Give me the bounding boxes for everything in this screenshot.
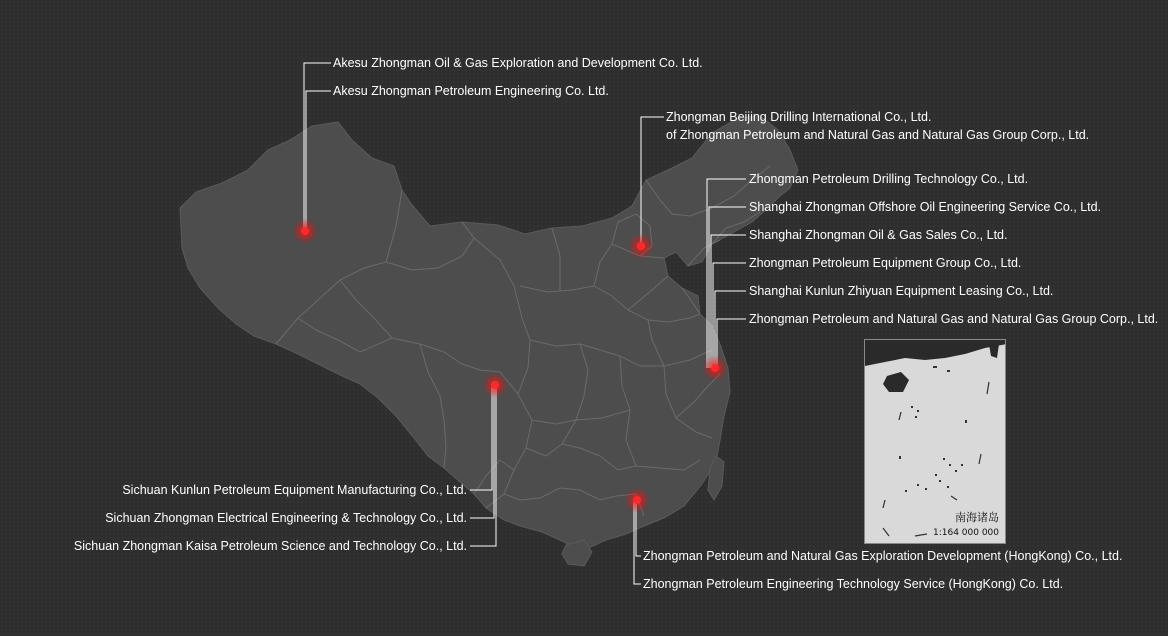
- south-china-sea-inset: [864, 339, 1006, 544]
- label-shanghai-sales: Shanghai Zhongman Oil & Gas Sales Co., Ltd.: [749, 228, 1008, 242]
- inset-title: 南海诸岛: [955, 511, 999, 524]
- label-shanghai-group: Zhongman Petroleum and Natural Gas and Natural Gas Group Corp., Ltd.: [749, 312, 1159, 326]
- label-beijing-drilling: Zhongman Beijing Drilling International Co., Ltd.: [666, 110, 932, 124]
- label-shanghai-equipment: Zhongman Petroleum Equipment Group Co., Ltd.: [749, 256, 1022, 270]
- label-shanghai-offshore: Shanghai Zhongman Offshore Oil Engineering Service Co., Ltd.: [749, 200, 1102, 214]
- label-sichuan-electrical: Sichuan Zhongman Electrical Engineering & Technology Co., Ltd.: [105, 511, 467, 525]
- label-shanghai-leasing: Shanghai Kunlun Zhiyuan Equipment Leasing Co., Ltd.: [749, 284, 1054, 298]
- label-sichuan-kunlun: Sichuan Kunlun Petroleum Equipment Manufacturing Co., Ltd.: [122, 483, 467, 497]
- label-akesu-oil-gas: Akesu Zhongman Oil & Gas Exploration and Development Co. Ltd.: [333, 56, 703, 70]
- inset-scale: 1:164 000 000: [932, 528, 999, 538]
- label-shanghai-drilling-tech: Zhongman Petroleum Drilling Technology Co., Ltd.: [749, 172, 1029, 186]
- label-hk-engineering: Zhongman Petroleum Engineering Technology Service (HongKong) Co. Ltd.: [643, 577, 1064, 591]
- label-beijing-drilling-sub: of Zhongman Petroleum and Natural Gas and Natural Gas Group Corp., Ltd.: [666, 128, 1090, 142]
- label-akesu-engineering: Akesu Zhongman Petroleum Engineering Co. Ltd.: [333, 84, 609, 98]
- label-sichuan-kaisa: Sichuan Zhongman Kaisa Petroleum Science and Technology Co., Ltd.: [73, 539, 467, 553]
- label-hk-exploration: Zhongman Petroleum and Natural Gas Exploration Development (HongKong) Co., Ltd.: [643, 549, 1123, 563]
